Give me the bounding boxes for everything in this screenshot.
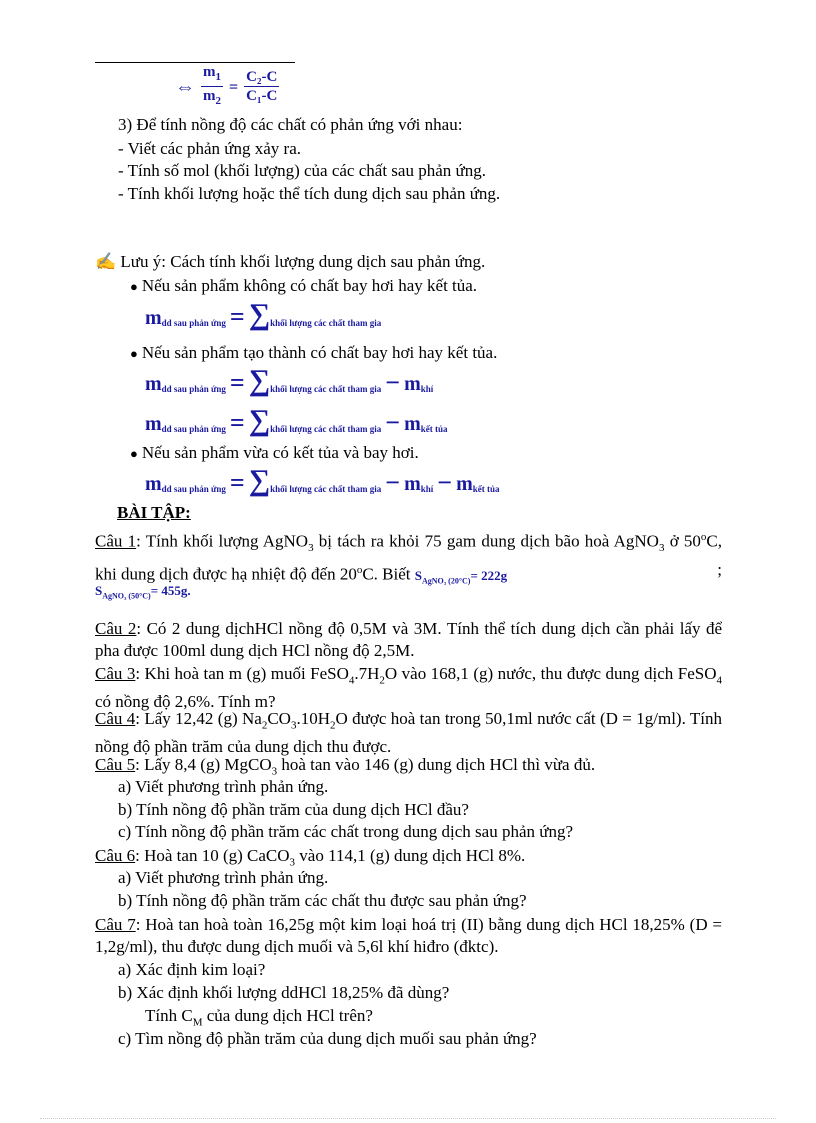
formula-3: m dd sau phản ứng = ∑ khối lượng các chất tham gia − m kết tủa — [145, 404, 448, 437]
bullet-icon: ● — [130, 279, 138, 294]
note-bullet-3: ● Nếu sản phẩm vừa có kết tủa và bay hơi. — [130, 443, 419, 462]
question-6: Câu 6: Hoà tan 10 (g) CaCO$_3$ vào 114,1 (g) dung dịch HCl 8%. — [95, 846, 526, 869]
question-4: Câu 4: Lấy 12,42 (g) $Na_2CO_3.10H_2O$ được hoà tan trong 50,1ml nước cất (D = 1g/ml). Tính nồng độ phần trăm của dung dịch thu được. — [95, 709, 722, 757]
ratio-formula: ⇔ $\frac{m_1}{m_2}$ = $\frac{\text{C₂-C}}{\text{C₁-C}}$ — [175, 64, 279, 111]
section3-line-3: - Tính khối lượng hoặc thể tích dung dịch sau phản ứng. — [118, 184, 501, 203]
note-bullet-1: ● Nếu sản phẩm không có chất bay hơi hay kết tủa. — [130, 276, 478, 295]
question-2: Câu 2: Có 2 dung dịchHCl nồng độ 0,5M và 3M. Tính thể tích dung dịch cần phải lấy để pha được 100ml dung dịch HCl nồng độ 2,5M. — [95, 619, 722, 660]
section3-line-2: - Tính số mol (khối lượng) của các chất sau phản ứng. — [118, 161, 486, 180]
question-5: Câu 5: Lấy 8,4 (g) MgCO$_3$ hoà tan vào 146 (g) dung dịch HCl thì vừa đủ. — [95, 755, 596, 778]
formula-1: m dd sau phản ứng = ∑ khối lượng các chất tham gia — [145, 298, 382, 331]
concentration-ratio: $\frac{\text{C₂-C}}{\text{C₁-C}}$ — [246, 69, 278, 104]
exercises-heading: BÀI TẬP: — [117, 503, 191, 522]
question-3: Câu 3: Khi hoà tan m (g) muối $FeSO_4.7H_2O$ vào 168,1 (g) nước, thu được dung dịch FeSO$_4$ có nồng độ 2,6%. Tính m? — [95, 664, 722, 712]
section3-line-1: - Viết các phản ứng xảy ra. — [118, 139, 301, 158]
question-7-item-a: a) Xác định kim loại? — [118, 960, 266, 979]
question-7-item-c: c) Tìm nồng độ phần trăm của dung dịch muối sau phản ứng? — [118, 1029, 537, 1048]
question-5-item-c: c) Tính nồng độ phần trăm các chất trong dung dịch sau phản ứng? — [118, 822, 574, 841]
top-rule — [95, 62, 295, 63]
question-1: Câu 1: Tính khối lượng AgNO$_3$ bị tách ra khỏi 75 gam dung dịch bão hoà AgNO$_3$ ở 50$^o$C, khi dung dịch được hạ nhiệt độ đến 20$^o$C. Biết $S_{AgNO_3 (20^\circ C)}= 222g$ ; — [95, 531, 722, 586]
question-6-item-b: b) Tính nồng độ phần trăm các chất thu được sau phản ứng? — [118, 891, 527, 910]
section3-title: 3) Để tính nồng độ các chất có phản ứng với nhau: — [118, 115, 463, 134]
bullet-icon: ● — [130, 346, 138, 361]
question-5-item-a: a) Viết phương trình phản ứng. — [118, 777, 329, 796]
question-6-item-a: a) Viết phương trình phản ứng. — [118, 868, 329, 887]
question-5-item-b: b) Tính nồng độ phần trăm của dung dịch HCl đầu? — [118, 800, 469, 819]
page-bottom-dotted-line — [40, 1118, 776, 1119]
solubility-50c: $S_{AgNO_3 (50^\circ C)}= 455g$. — [95, 583, 191, 601]
mass-ratio: $\frac{m_1}{m_2}$ — [203, 64, 221, 107]
formula-2: m dd sau phản ứng = ∑ khối lượng các chất tham gia − m khí — [145, 364, 434, 397]
question-7-item-b: b) Xác định khối lượng ddHCl 18,25% đã dùng? — [118, 983, 450, 1002]
note-title: ✍ Lưu ý: Cách tính khối lượng dung dịch sau phản ứng. — [95, 252, 486, 271]
question-7-item-b2: Tính $C_M$ của dung dịch HCl trên? — [145, 1006, 373, 1029]
formula-4: m dd sau phản ứng = ∑ khối lượng các chất tham gia − m khí − m kết tủa — [145, 464, 500, 497]
writing-hand-icon: ✍ — [95, 252, 117, 271]
bullet-icon: ● — [130, 446, 138, 461]
note-bullet-2: ● Nếu sản phẩm tạo thành có chất bay hơi hay kết tủa. — [130, 343, 498, 362]
equivalence-arrow: ⇔ — [175, 76, 195, 98]
question-7: Câu 7: Hoà tan hoà toàn 16,25g một kim loại hoá trị (II) bằng dung dịch HCl 18,25% (D = 1,2g/ml), thu được dung dịch muối và 5,6l khí hiđro (đktc). — [95, 915, 722, 956]
